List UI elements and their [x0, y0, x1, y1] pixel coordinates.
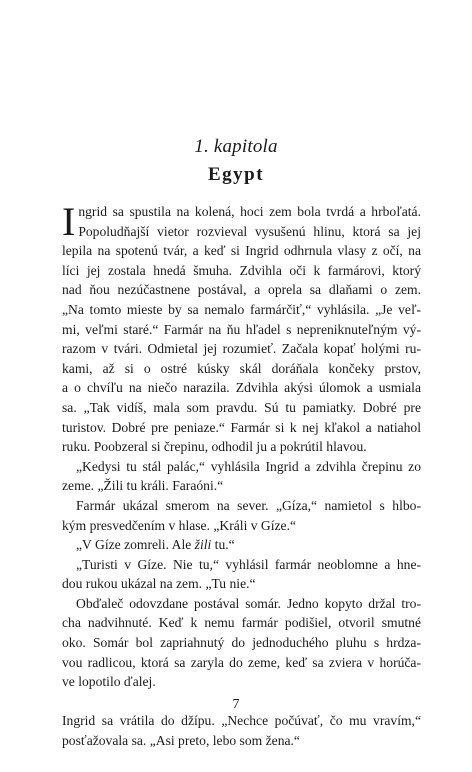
- text-line: kami, až si o ostré kúsky skál doráňala končeky prstov,: [62, 360, 421, 376]
- page-number: 7: [232, 697, 240, 712]
- chapter-title: Egypt: [207, 164, 265, 185]
- text-line: a o chvíľu na niečo narazila. Zdvihla akýsi úlomok a usmiala: [62, 380, 421, 396]
- text-line: „Na tomto mieste by sa nemalo farmárčiť,“ vyhlásila. „Je veľ-: [62, 301, 421, 317]
- text-line: ngrid sa spustila na kolená, hoci zem bola tvrdá a hrboľatá.: [78, 204, 421, 219]
- text-line: mi, veľmi staré.“ Farmár na ňu hľadel s nepreniknuteľným vý-: [62, 321, 421, 337]
- text-line: „Kedysi tu stál palác,“ vyhlásila Ingrid a zdvihla črepinu zo: [76, 458, 421, 474]
- text-line: posťažovala sa. „Asi preto, lebo som žena.“: [62, 733, 300, 749]
- text-line: turistov. Dobré pre peniaze.“ Farmár si k nej kľakol a natiahol: [62, 419, 421, 435]
- text-line: ve lopotilo ďalej.: [62, 674, 156, 690]
- chapter-body: [62, 199, 421, 751]
- text-line: líci jej zostala hnedá šmuha. Zdvihla oči k farmárovi, ktorý: [62, 262, 421, 278]
- text-line: lepila na spotenú tvár, a keď si Ingrid odhrnula vlasy z očí, na: [62, 243, 421, 259]
- text-line: ruku. Poobzeral si črepinu, odhodil ju a pokrútil hlavou.: [62, 439, 367, 455]
- text-line: oko. Somár bol zapriahnutý do jednoduchého pluhu s hrdza-: [62, 635, 421, 651]
- text-line: cha nadvihnuté. Keď k nemu farmár podišiel, otvoril smutné: [62, 615, 421, 631]
- drop-cap: I: [62, 199, 76, 244]
- text-line: „V Gíze zomreli. Ale žili tu.“: [76, 537, 235, 553]
- text-line: Ingrid sa vrátila do džípu. „Nechce počúvať, čo mu vravím,“: [62, 713, 421, 729]
- text-line: zeme. „Žili tu králi. Faraóni.“: [62, 478, 224, 494]
- text-line: dou rukou ukázal na zem. „Tu nie.“: [62, 576, 256, 592]
- text-line: nad ňou nezúčastnene postával, a oprela sa dlaňami o zem.: [62, 282, 421, 298]
- text-line: „Turisti v Gíze. Nie tu,“ vyhlásil farmár neoblomne a hne-: [76, 556, 421, 572]
- text-line: Obďaleč odovzdane postával somár. Jedno kopyto držal tro-: [76, 595, 421, 611]
- chapter-number: 1. kapitola: [194, 136, 278, 157]
- text-line: sa. „Tak vidíš, mala som pravdu. Sú tu pamiatky. Dobré pre: [62, 399, 421, 415]
- text-line: kým presvedčením v hlase. „Králi v Gíze.“: [62, 517, 297, 533]
- text-line: vou radlicou, ktorá sa zaryla do zeme, keď sa zviera v horúča-: [62, 654, 421, 670]
- text-line: razom v tvári. Odmietal jej rozumieť. Začala kopať holými ru-: [62, 341, 421, 357]
- text-line: Popoludňajší vietor rozvieval vysušenú hlinu, ktorá sa jej: [78, 223, 421, 239]
- text-line: Farmár ukázal smerom na sever. „Gíza,“ namietol s hlbo-: [76, 497, 421, 513]
